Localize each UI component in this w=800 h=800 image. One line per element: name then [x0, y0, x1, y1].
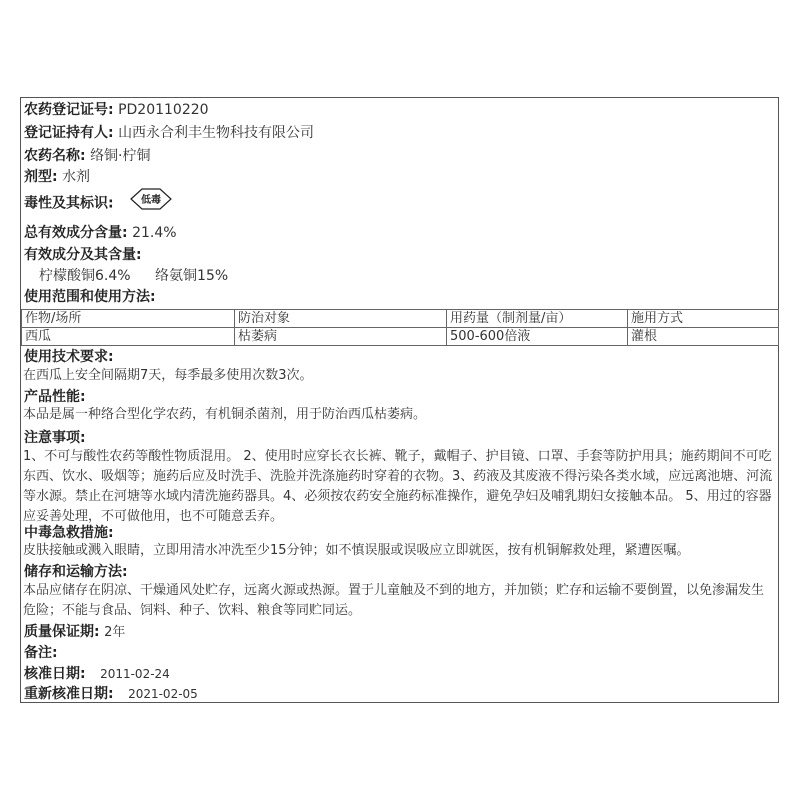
remarks-row — [24, 644, 58, 662]
warranty-value: 2年 — [104, 625, 126, 640]
table-cell: 西瓜 — [22, 328, 235, 346]
pesticide-registration-card — [20, 97, 779, 703]
low-toxicity-diamond-icon — [130, 188, 172, 215]
remarks-label: 备注: — [24, 645, 58, 661]
approval-date-label: 核准日期: — [24, 666, 86, 682]
reapproval-date-row — [24, 685, 198, 703]
notes-text: 1、不可与酸性农药等酸性物质混用。 2、使用时应穿长衣长裤、靴子，戴帽子、护目镜、口罩、手套等防护用具；施药期间不可吃东西、饮水、吸烟等；施药后应及时洗手、洗脸并洗涤施药时穿着的衣物。3、药液及其废液不得污染各类水域，应远离池塘、河流等水源。禁止在河塘等水域内清洗施药器具。4、必须按农药安全施药标准操作，避免孕妇及哺乳期妇女接触本品。 5、用过的容器应妥善处理，不可做他用，也不可随意丢弃。 — [23, 449, 773, 524]
holder-value: 山西永合利丰生物科技有限公司 — [118, 125, 315, 141]
table-header-cell: 施用方式 — [628, 310, 779, 328]
storage-text: 本品应储存在阴凉、干燥通风处贮存，远离火源或热源。置于儿童触及不到的地方，并加锁；贮存和运输不要倒置，以免渗漏发生危险；不能与食品、饲料、种子、饮料、粮食等同贮同运。 — [23, 583, 765, 618]
table-row — [22, 328, 779, 346]
performance-text: 本品是属一种络合型化学农药，有机铜杀菌剂，用于防治西瓜枯萎病。 — [23, 407, 427, 422]
storage-row — [24, 563, 128, 581]
first-aid-text: 皮肤接触或溅入眼睛，立即用清水冲洗至少15分钟；如不慎误服或误吸应立即就医，按有机铜解救处理，紧遭医嘱。 — [23, 543, 690, 558]
formulation-label: 剂型: — [24, 169, 58, 185]
ingredients-label: 有效成分及其含量: — [24, 247, 142, 263]
total-content-row — [24, 224, 177, 242]
ingredient-item: 络氨铜15% — [155, 268, 229, 284]
toxicity-row — [24, 190, 172, 217]
reapproval-date-value: 2021-02-05 — [128, 687, 198, 701]
total-content-label: 总有效成分含量: — [24, 225, 128, 241]
warranty-row — [24, 623, 125, 642]
holder-row — [24, 124, 314, 142]
registration-row — [24, 101, 209, 119]
total-content-value: 21.4% — [132, 225, 177, 241]
performance-label: 产品性能: — [24, 389, 86, 405]
tech-label: 使用技术要求: — [24, 349, 114, 365]
name-value: 络铜·柠铜 — [90, 148, 151, 164]
formulation-value: 水剂 — [62, 169, 91, 185]
ingredient-item: 柠檬酸铜6.4% — [39, 268, 131, 284]
name-label: 农药名称: — [24, 148, 86, 164]
table-cell: 500-600倍液 — [447, 328, 628, 346]
table-cell: 灌根 — [628, 328, 779, 346]
reapproval-date-label: 重新核准日期: — [24, 686, 114, 702]
approval-date-value: 2011-02-24 — [100, 667, 170, 681]
ingredients-row — [24, 246, 142, 264]
registration-label: 农药登记证号: — [24, 102, 114, 118]
table-header-cell: 用药量（制剂量/亩） — [447, 310, 628, 328]
table-header-row — [22, 310, 779, 328]
notes-row — [24, 429, 86, 447]
table-header-cell: 作物/场所 — [22, 310, 235, 328]
approval-date-row — [24, 665, 170, 683]
table-header-cell: 防治对象 — [235, 310, 447, 328]
first-aid-label: 中毒急救措施: — [24, 525, 114, 541]
formulation-row — [24, 168, 90, 186]
name-row — [24, 147, 151, 165]
table-cell: 枯萎病 — [235, 328, 447, 346]
warranty-label: 质量保证期: — [24, 624, 100, 640]
scope-label: 使用范围和使用方法: — [24, 289, 156, 305]
toxicity-label: 毒性及其标识: — [24, 195, 114, 212]
notes-label: 注意事项: — [24, 430, 86, 446]
ingredients-list — [39, 267, 228, 285]
holder-label: 登记证持有人: — [24, 125, 114, 141]
usage-table — [21, 309, 779, 346]
tech-text: 在西瓜上安全间隔期7天，每季最多使用次数3次。 — [23, 368, 313, 383]
registration-value: PD20110220 — [118, 102, 209, 118]
scope-row — [24, 288, 156, 306]
toxicity-badge-text: 低毒 — [141, 195, 162, 206]
first-aid-row — [24, 524, 114, 542]
tech-row — [24, 348, 114, 366]
storage-label: 储存和运输方法: — [24, 564, 128, 580]
performance-row — [24, 388, 86, 406]
